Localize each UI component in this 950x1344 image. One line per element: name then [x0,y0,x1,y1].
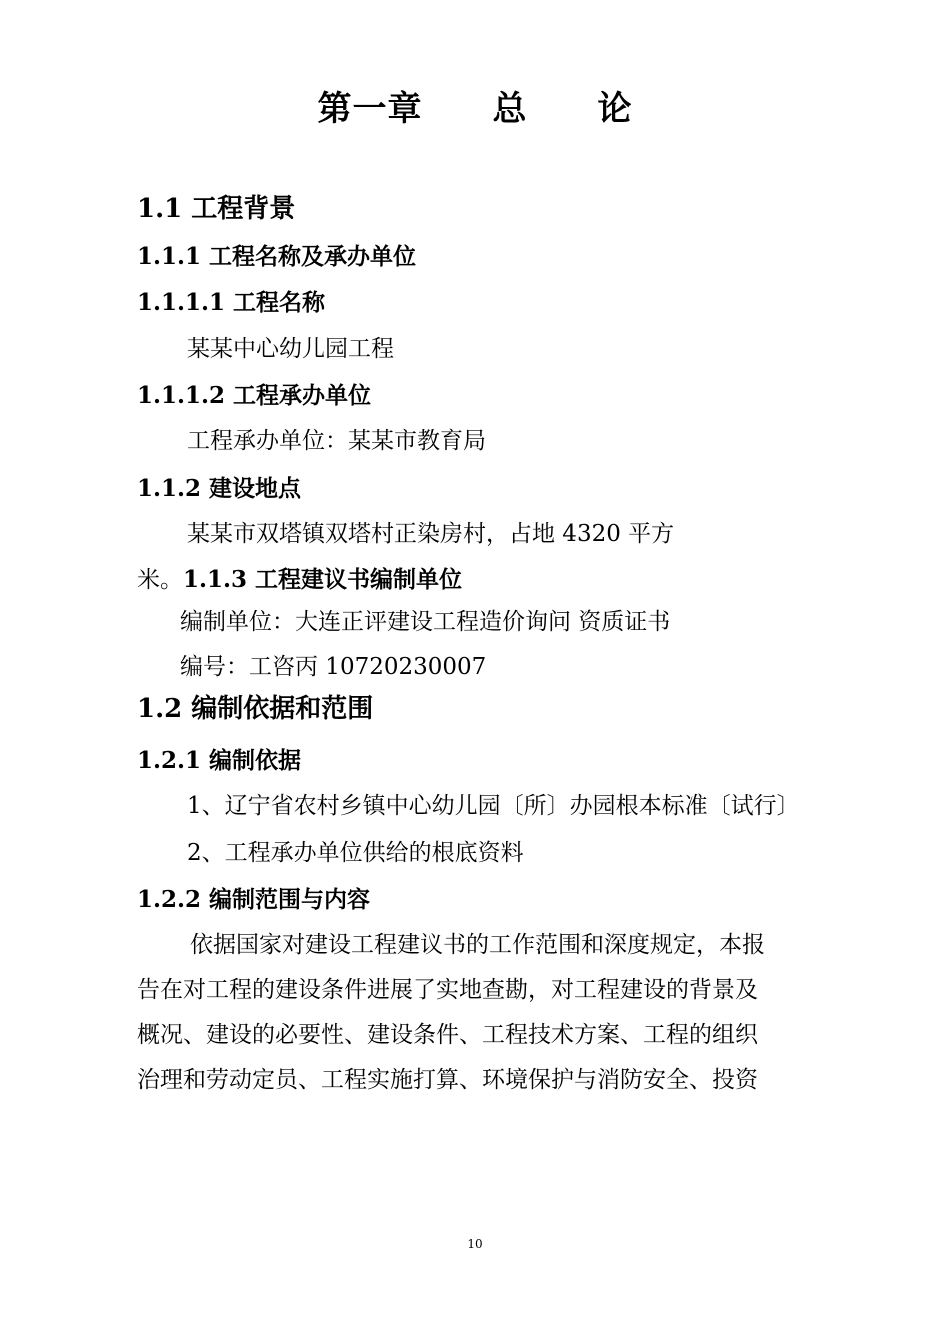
scope-text-line2: 告在对工程的建设条件进展了实地查勘，对工程建设的背景及 [137,977,758,1003]
scope-text-line1: 依据国家对建设工程建议书的工作范围和深度规定，本报 [190,932,765,958]
heading-1-1-1-1: 1.1.1.1 工程名称 [137,289,326,316]
heading-1-1-1-2: 1.1.1.2 工程承办单位 [137,382,372,409]
compiler-text-line2: 编号：工咨丙 10720230007 [180,654,487,680]
basis-item-2: 2、工程承办单位供给的根底资料 [187,840,524,866]
heading-1-2-2: 1.2.2 编制范围与内容 [137,886,371,913]
project-name-text: 某某中心幼儿园工程 [187,336,394,362]
location-text-line1: 某某市双塔镇双塔村正染房村，占地 4320 平方 [187,521,675,547]
heading-1-1-1: 1.1.1 工程名称及承办单位 [137,243,417,270]
heading-1-2-1: 1.2.1 编制依据 [137,747,302,774]
location-text-line2: 米。 [137,567,183,593]
location-and-heading-line [137,568,462,592]
heading-1-1-3: 1.1.3 工程建议书编制单位 [183,566,463,593]
heading-1-1: 1.1 工程背景 [137,194,296,224]
scope-text-line3: 概况、建设的必要性、建设条件、工程技术方案、工程的组织 [137,1022,758,1048]
compiler-text-line1: 编制单位：大连正评建设工程造价询问 资质证书 [180,609,671,635]
undertaker-text: 工程承办单位：某某市教育局 [187,428,486,454]
scope-text-line4: 治理和劳动定员、工程实施打算、环境保护与消防安全、投资 [137,1067,758,1093]
heading-1-1-2: 1.1.2 建设地点 [137,475,302,502]
heading-1-2: 1.2 编制依据和范围 [137,694,374,724]
chapter-title: 第一章 总 论 [317,89,633,129]
basis-item-1: 1、辽宁省农村乡镇中心幼儿园〔所〕办园根本标准〔试行〕 [187,793,800,819]
page-number: 10 [467,1237,483,1251]
